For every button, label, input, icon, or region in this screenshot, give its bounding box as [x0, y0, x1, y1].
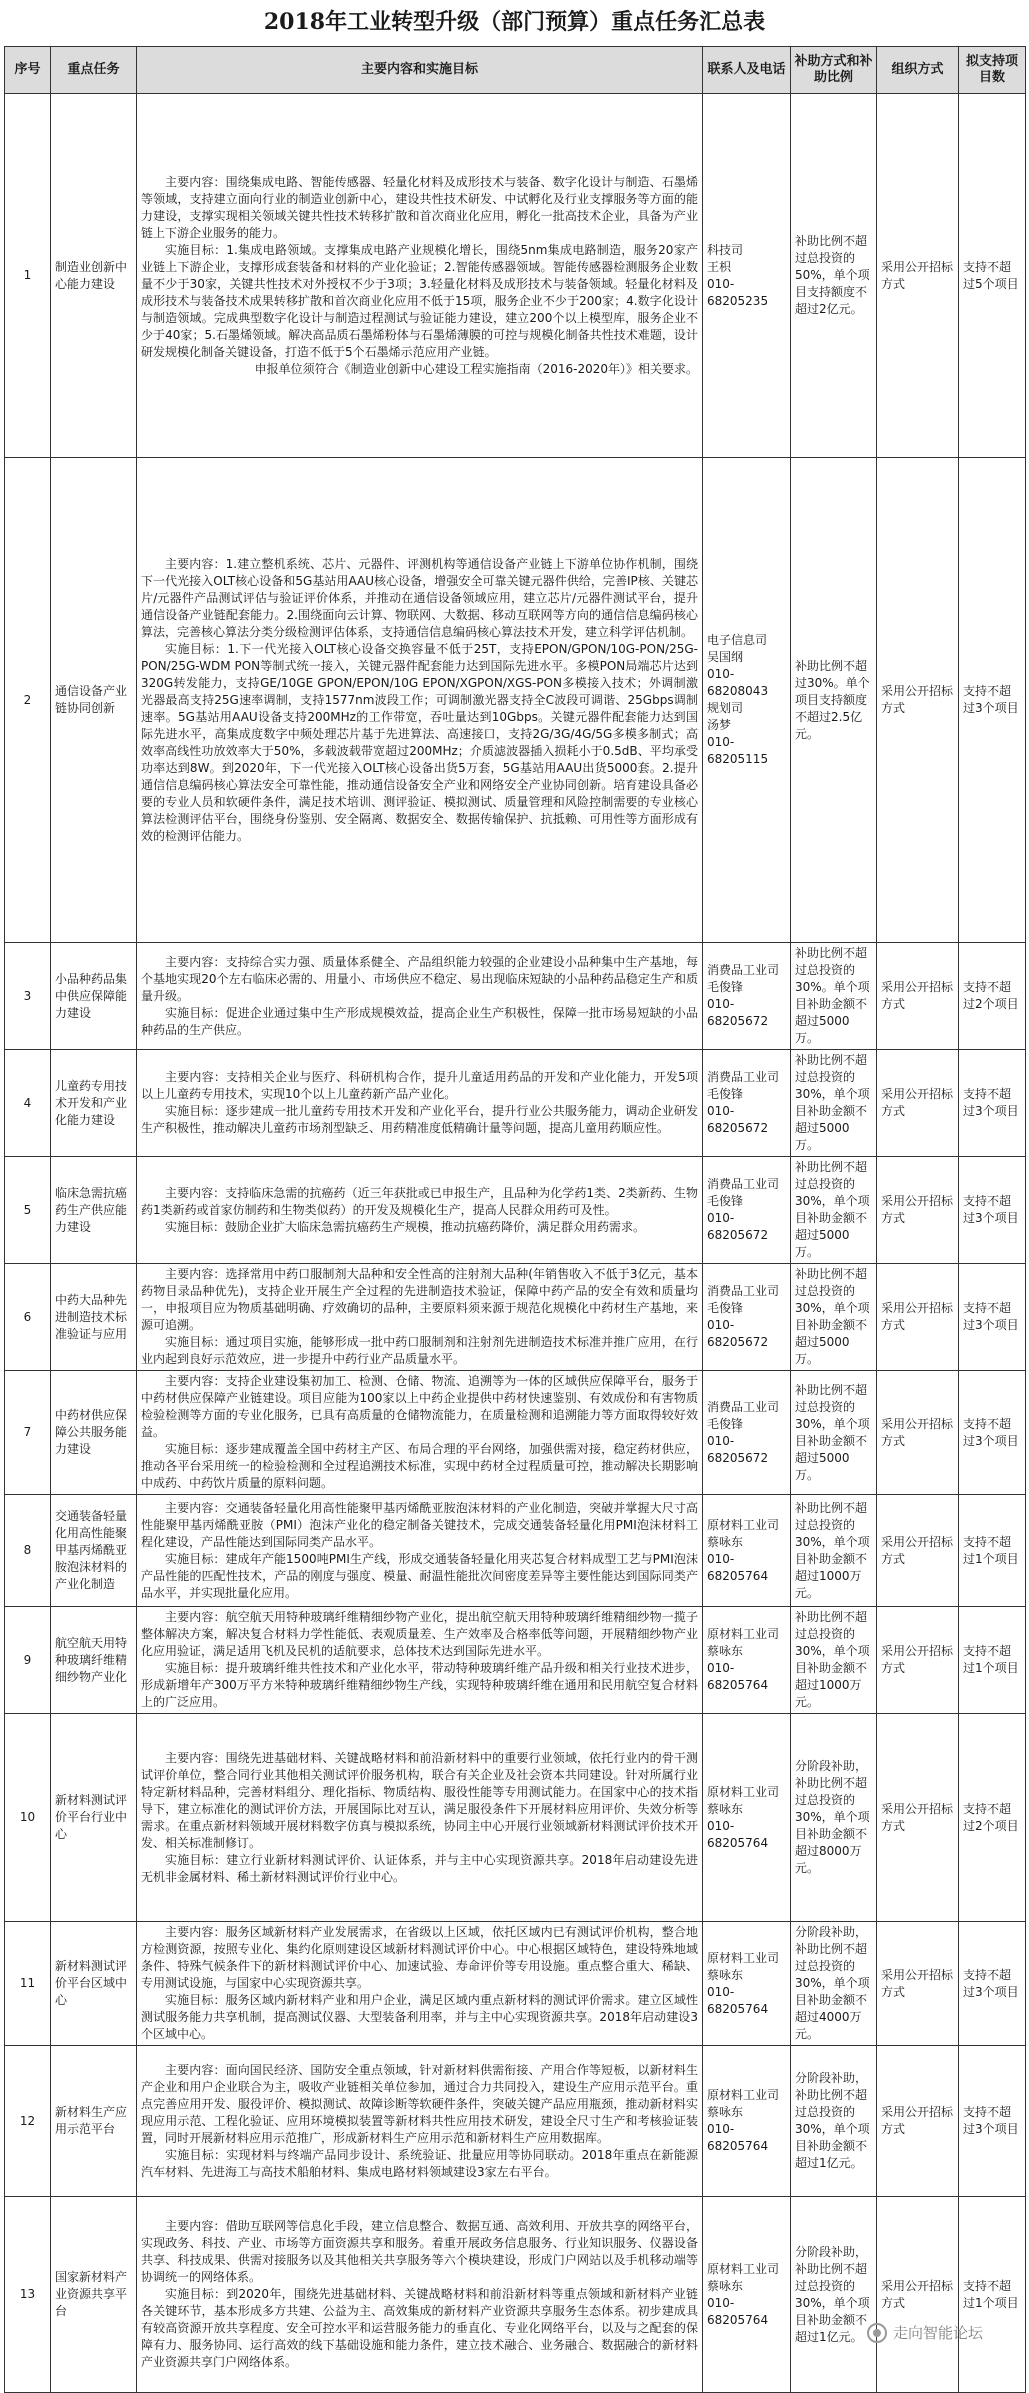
project-count-cell: 支持不超过1个项目 — [959, 2197, 1026, 2393]
content-paragraph: 实施目标：1.集成电路领域。支撑集成电路产业规模化增长，围绕5nm集成电路制造，服务20家产业链上下游企业，支撑形成套装备和材料的产业化验证；2.智能传感器领域。智能传感器检测服务企业数量不少于30家，关键共性技术对外授权不少于3项；3.轻量化材料及成形技术与装备领域。轻量化材料及成形技术与装备技术成果转移扩散和首次商业化应用不低于15项，服务企业不少于200家；4.数字化设计与制造领域。完成典型数字化设计与制造过程测试与验证能力建设，建立200个以上模型库，服务企业不少于40家；5.石墨烯领域。解决高品质石墨烯粉体与石墨烯薄膜的可控与规模化制备共性技术难题，设计研发规模化制备关键设备，打造不低于5个石墨烯示范应用产业链。 — [141, 242, 698, 359]
row-number: 4 — [5, 1050, 51, 1157]
content-paragraph: 实施目标：通过项目实施，能够形成一批中药口服制剂和注射剂先进制造技术标准并推广应用，在行业内起到良好示范效应，进一步提升中药行业产品质量水平。 — [141, 1335, 698, 1366]
table-row — [5, 1922, 1026, 2046]
row-number: 3 — [5, 943, 51, 1050]
content-paragraph: 实施目标：到2020年，围绕先进基础材料、关键战略材料和前沿新材料等重点领域和新材料产业链各关键环节，基本形成多方共建、公益为主、高效集成的新材料产业资源共享服务生态体系。初步建成具有较高资源开放共享程度、安全可控水平和运营服务能力的垂直化、专业化网络平台，以及与之配套的保障有力、服务协同、运行高效的线下基础设施和能力条件，建立技术融合、业务融合、数据融合的新材料产业资源共享门户网络体系。 — [141, 2287, 698, 2369]
contact-line: 蔡咏东 — [707, 1534, 744, 1549]
content-cell — [137, 1714, 703, 1922]
project-count-cell: 支持不超过2个项目 — [959, 943, 1026, 1050]
content-cell — [137, 1157, 703, 1264]
contact-line: 010-68205764 — [707, 2295, 769, 2327]
project-count-cell: 支持不超过5个项目 — [959, 94, 1026, 458]
contact-line: 010-68205764 — [707, 1551, 769, 1583]
subsidy-cell: 分阶段补助，补助比例不超过总投资的30%，单个项目补助金额不超过1亿元。 — [791, 2046, 877, 2197]
watermark-text: 走向智能论坛 — [892, 2324, 983, 2342]
content-cell — [137, 458, 703, 943]
contact-line: 原材料工业司 — [707, 2088, 780, 2102]
content-paragraph: 主要内容：服务区域新材料产业发展需求，在省级以上区域，依托区域内已有测试评价机构，整合地方检测资源，按照专业化、集约化原则建设区域新材料测试评价中心。中心根据区域特色，建设特殊地域条件、特殊气候条件下的新材料测试评价中心、加速试验、寿命评价等专用设施。重点整合重大、稀缺、专用测试设施，与国家中心实现资源共享。 — [141, 1925, 698, 1990]
table-row — [5, 1607, 1026, 1714]
content-paragraph: 实施目标：建立行业新材料测试评价、认证体系，并与主中心实现资源共享。2018年启动建设先进无机非金属材料、稀土新材料测试评价行业中心。 — [141, 1852, 698, 1884]
contact-cell — [703, 1371, 791, 1495]
content-cell — [137, 1371, 703, 1495]
table-row — [5, 1264, 1026, 1371]
table-row — [5, 2197, 1026, 2393]
contact-line: 消费品工业司 — [707, 1177, 780, 1191]
project-count-cell: 支持不超过3个项目 — [959, 1050, 1026, 1157]
header-content: 主要内容和实施目标 — [137, 47, 703, 94]
contact-line: 原材料工业司 — [707, 2261, 780, 2276]
contact-line: 蔡咏东 — [707, 2105, 744, 2119]
subsidy-cell: 补助比例不超过总投资的30%，单个项目补助金额不超过5000万。 — [791, 1371, 877, 1495]
content-cell — [137, 1922, 703, 2046]
task-name: 国家新材料产业资源共享平台 — [51, 2197, 137, 2393]
contact-line: 010-68205764 — [707, 1984, 769, 2016]
content-cell — [137, 2197, 703, 2393]
task-name: 临床急需抗癌药生产供应能力建设 — [51, 1157, 137, 1264]
content-paragraph: 主要内容：围绕先进基础材料、关键战略材料和前沿新材料中的重要行业领域，依托行业内的骨干测试评价单位，整合同行业其他相关测试评价服务机构，联合有关企业及社会资本共同建设。针对所属行业特定新材料品种，完善材料组分、理化指标、物质结构、服役性能等专用测试能力。在国家中心的技术指导下，建立标准化的测试评价方法，开展国际比对互认，满足服役条件下开展材料应用评价、失效分析等需求。在重点新材料领域开展材料数字仿真与模拟系统，协同主中心开展行业领域新材料测试评价技术开发、相关标准制修订。 — [141, 1750, 698, 1850]
row-number: 9 — [5, 1607, 51, 1714]
contact-line: 科技司 — [707, 242, 744, 257]
org-method-cell: 采用公开招标方式 — [877, 1050, 959, 1157]
subsidy-cell: 分阶段补助，补助比例不超过总投资的30%，单个项目补助金额不超过1亿元。 — [791, 2197, 877, 2393]
org-method-cell: 采用公开招标方式 — [877, 1157, 959, 1264]
row-number: 12 — [5, 2046, 51, 2197]
content-paragraph: 主要内容：支持企业建设集初加工、检测、仓储、物流、追溯等为一体的区域供应保障平台，服务于中药材供应保障产业链建设。项目应能为100家以上中药企业提供中药材快速鉴别、有效成份和有害物质检验检测等方面的专业化服务，已具有高质量的仓储物流能力，在质量检测和追溯能力等方面取得较好效益。 — [141, 1374, 698, 1439]
table-row — [5, 1157, 1026, 1264]
content-cell — [137, 1050, 703, 1157]
content-cell — [137, 94, 703, 458]
task-name: 新材料生产应用示范平台 — [51, 2046, 137, 2197]
row-number: 1 — [5, 94, 51, 458]
contact-line: 汤梦 — [707, 718, 732, 732]
contact-cell — [703, 1714, 791, 1922]
project-count-cell: 支持不超过1个项目 — [959, 1607, 1026, 1714]
content-cell — [137, 1495, 703, 1607]
table-row — [5, 943, 1026, 1050]
content-paragraph: 申报单位须符合《制造业创新中心建设工程实施指南（2016-2020年）》相关要求。 — [254, 361, 698, 376]
row-number: 7 — [5, 1371, 51, 1495]
contact-line: 010-68205764 — [707, 1818, 769, 1850]
project-count-cell: 支持不超过3个项目 — [959, 1371, 1026, 1495]
table-row — [5, 2046, 1026, 2197]
contact-cell — [703, 1607, 791, 1714]
row-number: 6 — [5, 1264, 51, 1371]
row-number: 2 — [5, 458, 51, 943]
project-count-cell: 支持不超过3个项目 — [959, 1264, 1026, 1371]
contact-cell — [703, 1495, 791, 1607]
content-paragraph: 主要内容：航空航天用特种玻璃纤维精细纱物产业化，提出航空航天用特种玻璃纤维精细纱物一揽子整体解决方案，解决复合材料力学性能低、表观质量差、生产效率及合格率低等问题，开展精细纱物产业化应用验证，满足适用飞机及民机的适航要求，总体技术达到国际先进水平。 — [141, 1610, 698, 1658]
content-paragraph: 主要内容：选择常用中药口服制剂大品种和安全性高的注射剂大品种(年销售收入不低于3亿元，基本药物目录品种优先)，支持企业开展生产全过程的先进制造技术验证，保障中药产品的安全有效和质量均一，申报项目应为物质基础明确、疗效确切的品种，主要原料须来源于规范化规模化中药材生产基地，来源可追溯。 — [141, 1267, 698, 1332]
contact-line: 电子信息司 — [707, 633, 768, 647]
contact-cell — [703, 1157, 791, 1264]
content-paragraph: 实施目标：逐步建成覆盖全国中药材主产区、布局合理的平台网络，加强供需对接，稳定药材供应，推动各平台采用统一的检验检测和全过程追溯技术标准，实现中药材全过程质量可控，推动解决长期影响中成药、中药饮片质量的原料问题。 — [141, 1442, 698, 1490]
contact-cell — [703, 2197, 791, 2393]
row-number: 13 — [5, 2197, 51, 2393]
content-cell — [137, 1264, 703, 1371]
org-method-cell: 采用公开招标方式 — [877, 943, 959, 1050]
subsidy-cell: 补助比例不超过总投资的30%，单个项目补助金额不超过5000万。 — [791, 1050, 877, 1157]
contact-line: 蔡咏东 — [707, 1801, 744, 1816]
contact-line: 规划司 — [707, 701, 744, 715]
content-cell — [137, 2046, 703, 2197]
org-method-cell: 采用公开招标方式 — [877, 1371, 959, 1495]
contact-cell — [703, 1050, 791, 1157]
table-row — [5, 1714, 1026, 1922]
contact-line: 蔡咏东 — [707, 2278, 744, 2293]
contact-line: 消费品工业司 — [707, 1399, 780, 1414]
contact-line: 毛俊锋 — [707, 1087, 744, 1101]
contact-line: 010-68205672 — [707, 1104, 769, 1135]
contact-line: 010-68205764 — [707, 2122, 769, 2153]
task-name: 通信设备产业链协同创新 — [51, 458, 137, 943]
contact-cell — [703, 943, 791, 1050]
content-paragraph: 实施目标：实现材料与终端产品同步设计、系统验证、批量应用等协同联动。2018年重点在新能源汽车材料、先进海工与高技术船舶材料、集成电路材料领域建设3家左右平台。 — [141, 2147, 698, 2179]
contact-line: 原材料工业司 — [707, 1627, 780, 1641]
table-row — [5, 458, 1026, 943]
row-number: 11 — [5, 1922, 51, 2046]
org-method-cell: 采用公开招标方式 — [877, 2197, 959, 2393]
contact-line: 010-68205764 — [707, 1661, 769, 1692]
content-paragraph: 实施目标：服务区域内新材料产业和用户企业，满足区域内重点新材料的测试评价需求。建立区域性测试服务能力共享机制，提高测试仪器、大型装备利用率，并与主中心实现资源共享。2018年启动建设3个区域中心。 — [141, 1993, 698, 2041]
project-count-cell: 支持不超过3个项目 — [959, 2046, 1026, 2197]
content-paragraph: 实施目标：1.下一代光接入OLT核心设备交换容量不低于25T，支持EPON/GPON/10G-PON/25G-PON/25G-WDM PON等制式统一接入，关键元器件配套能力达到国际先进水平。多模PON局端芯片达到320G转发能力，支持GE/10GE GPON/EPON/10G EPON/XGPON/XGS-PON多模接入技术；外调制激光器最高支持25G速率调制，支持1577nm波段工作；可调制激光器支持全C波段可调谐、25Gbps调制速率。5G基站用AAU设备支持200MHz的工作带宽，吞吐量达到10Gbps。关键元器件配套能力达到国际先进水平，高集成度数字中频处理芯片基于先进算法、高速接口，支持2G/3G/4G/5G多模多制式；高效率高线性功放效率大于50%，多载波载带宽超过200MHz；介质滤波器插入损耗小于0.5dB、平均承受功率达到8W。到2020年，下一代光接入OLT核心设备出货5万套，5G基站用AAU出货5000套。2.提升通信信息编码核心算法安全可靠性能，推动通信设备安全产业和网络安全产业协同创新。培育建设具备必要的专业人员和软硬件条件，满足技术培训、测评验证、模拟测试、质量管理和风险控制需要的专业核心算法检测评估平台，围绕身份鉴别、安全隔离、数据安全、数据传输保护、抗抵赖、可用性等方面形成有效的检测评估能力。 — [141, 641, 698, 843]
contact-line: 毛俊锋 — [707, 1416, 744, 1431]
task-name: 中药材供应保障公共服务能力建设 — [51, 1371, 137, 1495]
contact-line: 消费品工业司 — [707, 1284, 780, 1298]
subsidy-cell: 补助比例不超过30%。单个项目支持额度不超过2.5亿元。 — [791, 458, 877, 943]
contact-line: 王枳 — [707, 259, 732, 274]
contact-line: 010-68205672 — [707, 1318, 769, 1349]
task-name: 航空航天用特种玻璃纤维精细纱物产业化 — [51, 1607, 137, 1714]
task-name: 新材料测试评价平台行业中心 — [51, 1714, 137, 1922]
contact-line: 毛俊锋 — [707, 1194, 744, 1208]
org-method-cell: 采用公开招标方式 — [877, 1607, 959, 1714]
contact-cell — [703, 458, 791, 943]
project-count-cell: 支持不超过1个项目 — [959, 1495, 1026, 1607]
wechat-logo-icon — [867, 2323, 887, 2343]
page-title: 2018年工业转型升级（部门预算）重点任务汇总表 — [263, 9, 766, 35]
contact-line: 原材料工业司 — [707, 1784, 780, 1799]
task-name: 儿童药专用技术开发和产业化能力建设 — [51, 1050, 137, 1157]
org-method-cell: 采用公开招标方式 — [877, 1922, 959, 2046]
header-task: 重点任务 — [51, 47, 137, 94]
subsidy-cell: 分阶段补助，补助比例不超过总投资的30%，单个项目补助金额不超过8000万元。 — [791, 1714, 877, 1922]
subsidy-cell: 补助比例不超过总投资的30%，单个项目补助金额不超过5000万。 — [791, 1264, 877, 1371]
subsidy-cell: 分阶段补助，补助比例不超过总投资的30%，单个项目补助金额不超过4000万元。 — [791, 1922, 877, 2046]
content-paragraph: 实施目标：鼓励企业扩大临床急需抗癌药生产规模，推动抗癌药降价，满足群众用药需求。 — [165, 1219, 646, 1234]
content-paragraph: 主要内容：1.建立整机系统、芯片、元器件、评测机构等通信设备产业链上下游单位协作机制，围绕下一代光接入OLT核心设备和5G基站用AAU核心设备，增强安全可靠关键元器件供给，完善IP核、关键芯片/元器件产品测试评估与验证评价体系，并推动在通信设备领域应用，建立芯片/元器件测试平台，提升通信设备产业链配套能力。2.围绕面向云计算、物联网、大数据、移动互联网等方向的通信信息编码核心算法，完善核心算法分类分级检测评估体系，支持通信信息编码核心算法技术开发，建立科学评估机制。 — [141, 556, 699, 639]
subsidy-cell: 补助比例不超过总投资的30%。单个项目补助金额不超过5000万。 — [791, 943, 877, 1050]
org-method-cell: 采用公开招标方式 — [877, 1495, 959, 1607]
task-name: 新材料测试评价平台区域中心 — [51, 1922, 137, 2046]
contact-line: 010-68205672 — [707, 1433, 769, 1465]
table-row — [5, 1495, 1026, 1607]
contact-line: 010-68208043 — [707, 667, 769, 698]
header-no: 序号 — [5, 47, 51, 94]
subsidy-cell: 补助比例不超过总投资的30%，单个项目补助金额不超过1000万元。 — [791, 1495, 877, 1607]
contact-line: 原材料工业司 — [707, 1950, 780, 1965]
content-paragraph: 主要内容：借助互联网等信息化手段，建立信息整合、数据互通、高效利用、开放共享的网络平台，实现政务、科技、产业、市场等方面资源共享和服务。着重开展政务信息服务、行业知识服务、仪器设备共享、科技成果、供需对接服务以及其他相关共享服务等六个模块建设，形成门户网站以及手机移动端等协调统一的网络体系。 — [141, 2219, 698, 2284]
subsidy-cell: 补助比例不超过总投资的50%，单个项目支持额度不超过2亿元。 — [791, 94, 877, 458]
contact-line: 蔡咏东 — [707, 1967, 744, 1982]
org-method-cell: 采用公开招标方式 — [877, 458, 959, 943]
contact-line: 蔡咏东 — [707, 1644, 744, 1658]
table-row — [5, 1050, 1026, 1157]
row-number: 5 — [5, 1157, 51, 1264]
org-method-cell: 采用公开招标方式 — [877, 1264, 959, 1371]
org-method-cell: 采用公开招标方式 — [877, 94, 959, 458]
subsidy-cell: 补助比例不超过总投资的30%，单个项目补助金额不超过5000万。 — [791, 1157, 877, 1264]
contact-line: 毛俊锋 — [707, 980, 744, 994]
contact-line: 吴国纲 — [707, 650, 744, 664]
content-paragraph: 主要内容：面向国民经济、国防安全重点领域，针对新材料供需衔接、产用合作等短板，以新材料生产企业和用户企业联合为主，吸收产业链相关单位参加，通过合力共同投入，建设生产应用示范平台。重点完善应用开发、服役评价、模拟测试、故障诊断等软硬件条件，突破关键产品应用瓶颈，推动新材料实现应用示范、工程化验证、应用环境模拟装置等新材料共性应用技术研发，建设全尺寸生产和考核验证装置，同时开展新材料应用示范推广，形成新材料生产应用示范和新材料生产应用数据库。 — [141, 2062, 698, 2145]
row-number: 10 — [5, 1714, 51, 1922]
header-row — [5, 47, 1026, 94]
task-name: 制造业创新中心能力建设 — [51, 94, 137, 458]
watermark — [867, 2322, 983, 2343]
content-paragraph: 主要内容：交通装备轻量化用高性能聚甲基丙烯酰亚胺泡沫材料的产业化制造，突破并掌握大尺寸高性能聚甲基丙烯酰亚胺（PMI）泡沫产业化的稳定制备关键技术，完成交通装备轻量化用PMI泡沫材料工程化建设，产品性能达到国际同类产品水平。 — [141, 1500, 698, 1549]
content-cell — [137, 1607, 703, 1714]
project-count-cell: 支持不超过3个项目 — [959, 458, 1026, 943]
contact-line: 010-68205235 — [707, 276, 769, 308]
header-subsidy: 补助方式和补助比例 — [791, 47, 877, 94]
content-paragraph: 实施目标：逐步建成一批儿童药专用技术开发和产业化平台，提升行业公共服务能力，调动企业研发生产积极性，推动解决儿童药市场剂型缺乏、用药精准度低精确计量等问题，提高儿童用药顺应性。 — [141, 1104, 698, 1135]
content-paragraph: 主要内容：支持相关企业与医疗、科研机构合作，提升儿童适用药品的开发和产业化能力，开发5项以上儿童药专用技术，实现10个以上儿童药新产品产业化。 — [141, 1070, 698, 1101]
table-row — [5, 1371, 1026, 1495]
task-name: 中药大品种先进制造技术标准验证与应用 — [51, 1264, 137, 1371]
contact-cell — [703, 1922, 791, 2046]
project-count-cell: 支持不超过3个项目 — [959, 1922, 1026, 2046]
content-cell — [137, 943, 703, 1050]
header-org: 组织方式 — [877, 47, 959, 94]
content-paragraph: 实施目标：促进企业通过集中生产形成规模效益，提高企业生产积极性，保障一批市场易短缺的小品种药品的生产供应。 — [141, 1005, 698, 1037]
table-row — [5, 94, 1026, 458]
content-paragraph: 实施目标：建成年产能1500吨PMI生产线，形成交通装备轻量化用夹芯复合材料成型工艺与PMI泡沫产品性能的匹配性技术，产品的刚度与强度、模量、耐温性能批次间密度差异等主要性能达到国际同类产品水平，并实现批量化应用。 — [141, 1551, 698, 1600]
contact-cell — [703, 2046, 791, 2197]
task-name: 交通装备轻量化用高性能聚甲基丙烯酰亚胺泡沫材料的产业化制造 — [51, 1495, 137, 1607]
row-number: 8 — [5, 1495, 51, 1607]
contact-line: 010-68205115 — [707, 735, 769, 766]
contact-line: 010-68205672 — [707, 1211, 769, 1242]
contact-line: 原材料工业司 — [707, 1517, 780, 1532]
content-paragraph: 主要内容：支持临床急需的抗癌药（近三年获批或已申报生产，且品种为化学药1类、2类新药、生物药1类新药或首家仿制药和生物类似药）的开发及规模化生产，提高人民群众用药可及性。 — [141, 1185, 698, 1217]
contact-cell — [703, 94, 791, 458]
contact-line: 消费品工业司 — [707, 963, 780, 977]
content-paragraph: 主要内容：支持综合实力强、质量体系健全、产品组织能力较强的企业建设小品种集中生产基地，每个基地实现20个左右临床必需的、用量小、市场供应不稳定、易出现临床短缺的小品种药品稳定生产和质量升级。 — [141, 954, 698, 1003]
contact-line: 010-68205672 — [707, 997, 769, 1028]
header-contact: 联系人及电话 — [703, 47, 791, 94]
contact-line: 消费品工业司 — [707, 1070, 780, 1084]
org-method-cell: 采用公开招标方式 — [877, 1714, 959, 1922]
project-count-cell: 支持不超过2个项目 — [959, 1714, 1026, 1922]
header-count: 拟支持项目数 — [959, 47, 1026, 94]
contact-line: 毛俊锋 — [707, 1301, 744, 1315]
org-method-cell: 采用公开招标方式 — [877, 2046, 959, 2197]
contact-cell — [703, 1264, 791, 1371]
content-paragraph: 实施目标：提升玻璃纤维共性技术和产业化水平，带动特种玻璃纤维产品升级和相关行业技术进步，形成新增年产300万平方米特种玻璃纤维精细纱物生产线，实现特种玻璃纤维在通用和民用航空复合材料上的广泛应用。 — [141, 1661, 698, 1709]
project-count-cell: 支持不超过3个项目 — [959, 1157, 1026, 1264]
task-summary-table — [4, 46, 1026, 2393]
subsidy-cell: 补助比例不超过总投资的30%，单个项目补助金额不超过1000万元。 — [791, 1607, 877, 1714]
content-paragraph: 主要内容：围绕集成电路、智能传感器、轻量化材料及成形技术与装备、数字化设计与制造、石墨烯等领域，支持建立面向行业的制造业创新中心，建设共性技术研发、中试孵化及行业支撑服务等方面的能力建设，支撑实现相关领域关键共性技术转移扩散和首次商业化应用，孵化一批高技术企业，具备为产业链上下游企业服务的能力。 — [141, 174, 698, 240]
task-name: 小品种药品集中供应保障能力建设 — [51, 943, 137, 1050]
